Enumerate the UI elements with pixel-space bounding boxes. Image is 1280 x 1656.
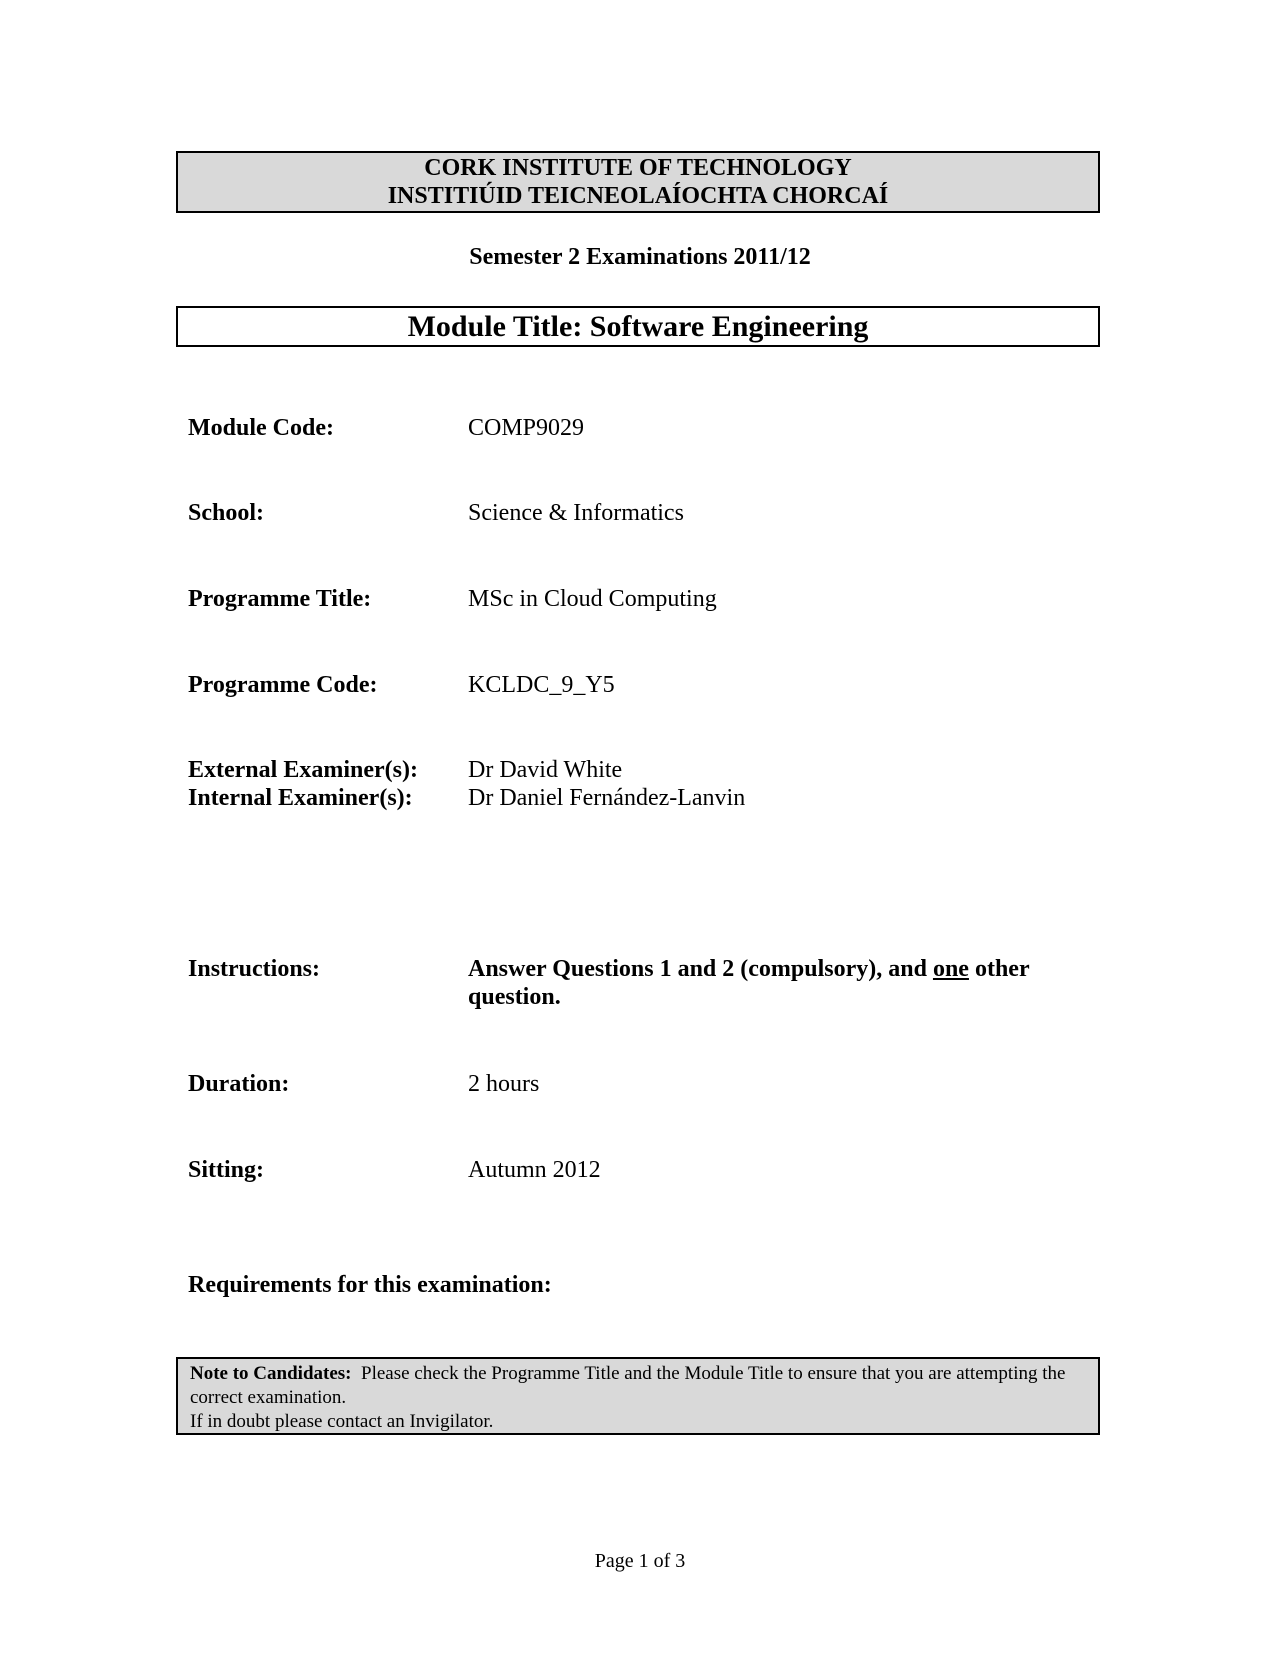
semester-heading: Semester 2 Examinations 2011/12 xyxy=(469,244,811,270)
note-body: Please check the Programme Title and the Module Title to ensure that you are attempting the correct examination. xyxy=(190,1363,1066,1408)
requirements-heading: Requirements for this examination: xyxy=(188,1272,552,1298)
school-label: School: xyxy=(188,500,265,526)
school-value: Science & Informatics xyxy=(468,500,684,526)
instructions-text-part1: Answer Questions 1 and 2 (compulsory), and xyxy=(468,956,933,982)
external-examiner-value: Dr David White xyxy=(468,757,623,783)
institute-name-irish: INSTITIÚID TEICNEOLAÍOCHTA CHORCAÍ xyxy=(387,183,889,209)
external-examiner-label: External Examiner(s): xyxy=(188,757,418,783)
internal-examiner-value: Dr Daniel Fernández-Lanvin xyxy=(468,785,746,811)
programme-code-label: Programme Code: xyxy=(188,672,378,698)
instructions-underlined-word: one xyxy=(932,956,969,982)
note-label: Note to Candidates: xyxy=(190,1363,352,1384)
duration-label: Duration: xyxy=(188,1071,290,1097)
note-text xyxy=(190,1362,1086,1410)
internal-examiner-label: Internal Examiner(s): xyxy=(188,785,413,811)
instructions-value xyxy=(468,955,1088,1011)
instructions-text-part2: other question. xyxy=(468,956,1030,1010)
note-line2: If in doubt please contact an Invigilator. xyxy=(190,1411,494,1432)
page-number: Page 1 of 3 xyxy=(594,1550,686,1572)
sitting-value: Autumn 2012 xyxy=(468,1157,601,1183)
programme-code-value: KCLDC_9_Y5 xyxy=(468,672,615,698)
module-code-label: Module Code: xyxy=(188,415,334,441)
institute-name-english: CORK INSTITUTE OF TECHNOLOGY xyxy=(424,155,852,181)
module-code-value: COMP9029 xyxy=(468,415,585,441)
programme-title-value: MSc in Cloud Computing xyxy=(468,586,717,612)
note-to-candidates xyxy=(176,1357,1100,1435)
sitting-label: Sitting: xyxy=(188,1157,265,1183)
module-title: Module Title: Software Engineering xyxy=(407,309,869,343)
programme-title-label: Programme Title: xyxy=(188,586,372,612)
duration-value: 2 hours xyxy=(468,1071,540,1097)
institute-header xyxy=(176,151,1100,213)
instructions-label: Instructions: xyxy=(188,956,321,982)
module-title-box xyxy=(176,306,1100,347)
